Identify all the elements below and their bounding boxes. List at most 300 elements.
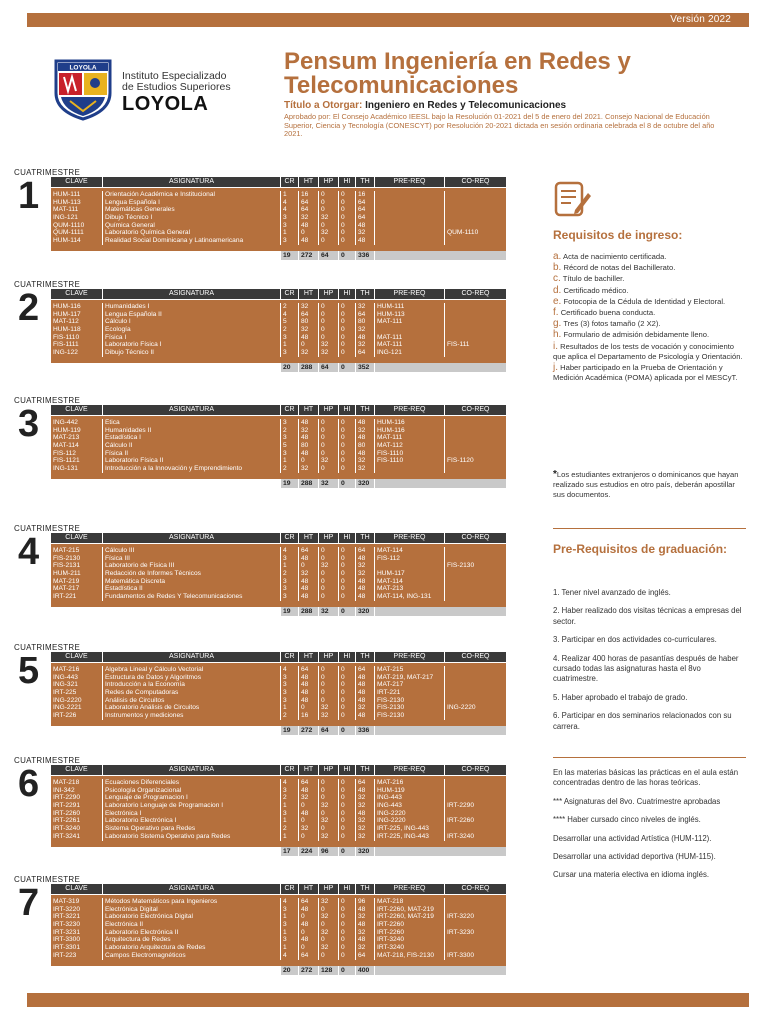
table-row: [51, 206, 506, 214]
course-table: [51, 765, 506, 856]
note-item: En las materias básicas las prácticas en el aula están concentradas dentro de las horas teóricas.: [553, 768, 739, 788]
total-cell: 19: [281, 479, 299, 488]
table-cell: ING-2221: [51, 704, 103, 712]
table-cell: Electrónica Digital: [103, 906, 281, 914]
table-cell: 32: [299, 214, 319, 222]
table-cell: [445, 427, 506, 435]
requirement-letter: f.: [553, 307, 559, 319]
table-cell: 0: [339, 794, 356, 802]
table-cell: Instrumentos y mediciones: [103, 712, 281, 720]
totals-row: [281, 607, 506, 616]
table-cell: 32: [299, 794, 319, 802]
course-table: [51, 652, 506, 735]
table-row: [51, 562, 506, 570]
table-cell: 32: [299, 326, 319, 334]
table-body: [51, 415, 506, 479]
table-cell: MAT-111: [375, 318, 445, 326]
table-cell: 32: [356, 704, 375, 712]
table-cell: IRT-225: [51, 689, 103, 697]
table-cell: 0: [319, 237, 339, 245]
note-item: Desarrollar una actividad deportiva (HUM-115).: [553, 852, 716, 862]
table-cell: MAT-218, FIS-2130: [375, 952, 445, 960]
table-cell: Métodos Matemáticos para Ingenieros: [103, 898, 281, 906]
table-cell: Fundamentos de Redes Y Telecomunicaciones: [103, 593, 281, 601]
table-cell: ING-2220: [375, 810, 445, 818]
table-cell: MAT-218: [51, 779, 103, 787]
total-cell: 19: [281, 251, 299, 260]
table-cell: 0: [339, 450, 356, 458]
table-cell: ING-2220: [447, 704, 476, 712]
table-cell: [445, 674, 506, 682]
table-row: [51, 929, 506, 937]
table-row: [51, 450, 506, 458]
requirement-letter: b.: [553, 262, 562, 274]
column-header: TH: [356, 533, 375, 543]
table-row: [51, 465, 506, 473]
table-cell: 0: [339, 898, 356, 906]
table-cell: 32: [356, 229, 375, 237]
table-cell: IRT-2291: [51, 802, 103, 810]
requirement-item: [553, 297, 748, 307]
table-cell: 80: [356, 318, 375, 326]
table-cell: [445, 214, 506, 222]
requirement-item: [553, 252, 748, 262]
approval-text: Aprobado por: El Consejo Académico IEESL bajo la Resolución 01-2021 del 5 de enero del 2021. Consejo Nacional de Educación Superior, Ciencia y Tecnología (CONESCYT) por Resolución 20-2021 dictada en sesión ordinaria celebrada el 8 de octubre del año 2021.: [284, 112, 715, 139]
table-cell: FIS-1111: [51, 341, 103, 349]
table-row: [51, 547, 506, 555]
table-cell: 48: [356, 585, 375, 593]
table-cell: 48: [356, 334, 375, 342]
total-cell: 0: [339, 966, 356, 975]
table-cell: Estadística I: [103, 434, 281, 442]
table-cell: 3: [281, 434, 299, 442]
table-cell: Sistema Operativo para Redes: [103, 825, 281, 833]
column-header: CO-REQ: [461, 534, 490, 541]
table-header: [51, 765, 506, 775]
table-cell: 64: [356, 199, 375, 207]
table-row: [51, 952, 506, 960]
table-cell: 48: [299, 697, 319, 705]
table-cell: IRT-3301: [51, 944, 103, 952]
table-cell: 96: [356, 898, 375, 906]
table-cell: [445, 349, 506, 357]
table-cell: 0: [339, 427, 356, 435]
table-cell: Psicología Organizacional: [103, 787, 281, 795]
table-cell: MAT-111: [375, 434, 445, 442]
table-cell: IRT-3240: [51, 825, 103, 833]
column-header: HT: [299, 177, 319, 187]
totals-row: [281, 363, 506, 372]
table-cell: 0: [339, 787, 356, 795]
table-cell: 4: [281, 206, 299, 214]
column-header: CO-REQ: [461, 406, 490, 413]
table-cell: 32: [319, 712, 339, 720]
table-cell: 4: [281, 311, 299, 319]
table-row: [51, 349, 506, 357]
table-cell: 3: [281, 222, 299, 230]
table-cell: ING-443: [375, 802, 445, 810]
column-header: CLAVE: [51, 405, 103, 415]
table-row: [51, 833, 506, 841]
table-cell: 0: [319, 825, 339, 833]
column-header: CLAVE: [51, 289, 103, 299]
requirement-letter: j.: [553, 362, 558, 374]
requirement-text: Récord de notas del Bachillerato.: [563, 263, 676, 273]
table-row: [51, 555, 506, 563]
table-cell: [445, 450, 506, 458]
table-cell: 0: [319, 206, 339, 214]
requirement-item: [553, 308, 748, 318]
table-cell: [375, 191, 445, 199]
total-cell: 20: [281, 363, 299, 372]
table-cell: [445, 681, 506, 689]
table-row: [51, 906, 506, 914]
table-cell: 0: [339, 434, 356, 442]
table-cell: 48: [356, 906, 375, 914]
total-cell: 400: [356, 966, 375, 975]
column-header: PRE-REQ: [375, 177, 445, 187]
table-cell: 0: [339, 689, 356, 697]
semester-label: CUATRIMESTRE: [14, 168, 81, 177]
table-cell: Laboratorio Electrónica I: [103, 817, 281, 825]
table-cell: 3: [281, 555, 299, 563]
table-cell: 0: [319, 547, 339, 555]
column-header: CO-REQ: [461, 178, 490, 185]
table-cell: 64: [299, 666, 319, 674]
column-header: CO-REQ: [461, 653, 490, 660]
table-header: [51, 652, 506, 662]
graduation-title: Pre-Requisitos de graduación:: [553, 542, 728, 556]
table-cell: 2: [281, 712, 299, 720]
total-cell: 320: [356, 847, 375, 856]
table-cell: HUM-111: [51, 191, 103, 199]
table-cell: 1: [281, 341, 299, 349]
table-cell: 0: [299, 913, 319, 921]
table-cell: Laboratorio Química General: [103, 229, 281, 237]
column-header: HT: [299, 405, 319, 415]
table-cell: ING-321: [51, 681, 103, 689]
table-cell: HUM-113: [375, 311, 445, 319]
table-cell: [445, 318, 506, 326]
column-header: ASIGNATURA: [103, 533, 281, 543]
table-cell: [375, 562, 445, 570]
table-cell: IRT-2290: [447, 802, 475, 810]
table-cell: IRT-3300: [447, 951, 475, 959]
table-cell: [445, 578, 506, 586]
table-cell: 48: [356, 593, 375, 601]
table-cell: IRT-3230: [51, 921, 103, 929]
table-cell: [445, 199, 506, 207]
table-cell: [445, 787, 506, 795]
column-header: TH: [356, 652, 375, 662]
table-cell: 48: [356, 555, 375, 563]
note-item: **** Haber cursado cinco niveles de inglés.: [553, 815, 701, 825]
table-cell: 32: [356, 833, 375, 841]
table-body: [51, 187, 506, 251]
table-cell: 5: [281, 318, 299, 326]
table-cell: [445, 206, 506, 214]
table-header: [51, 884, 506, 894]
column-header: CR: [281, 289, 299, 299]
requirement-text: Título de bachiller.: [562, 274, 625, 284]
table-cell: 0: [339, 229, 356, 237]
semester-label: CUATRIMESTRE: [14, 396, 81, 405]
column-header: HP: [319, 765, 339, 775]
column-header: TH: [356, 289, 375, 299]
total-cell: 0: [339, 847, 356, 856]
table-cell: 0: [319, 419, 339, 427]
table-cell: Estructura de Datos y Algoritmos: [103, 674, 281, 682]
divider: [553, 757, 746, 758]
table-cell: 0: [339, 349, 356, 357]
table-cell: IRT-223: [51, 952, 103, 960]
table-cell: 3: [281, 906, 299, 914]
table-cell: 3: [281, 450, 299, 458]
table-cell: Introducción a la Economía: [103, 681, 281, 689]
table-cell: IRT-3240: [375, 944, 445, 952]
total-cell: 64: [319, 726, 339, 735]
table-cell: IRT-2260: [375, 929, 445, 937]
table-cell: [445, 593, 506, 601]
table-cell: 2: [281, 303, 299, 311]
table-row: [51, 810, 506, 818]
table-cell: 0: [319, 906, 339, 914]
table-cell: Orientación Académica e Institucional: [103, 191, 281, 199]
requirement-item: [553, 286, 748, 296]
table-cell: [375, 229, 445, 237]
table-cell: [375, 326, 445, 334]
column-header: TH: [356, 405, 375, 415]
table-cell: 0: [319, 952, 339, 960]
institute-line-3: LOYOLA: [122, 93, 209, 115]
table-row: [51, 229, 506, 237]
table-cell: 48: [356, 787, 375, 795]
totals-row: [281, 966, 506, 975]
table-cell: FIS-2131: [51, 562, 103, 570]
column-header: HT: [299, 533, 319, 543]
table-cell: 32: [319, 562, 339, 570]
table-cell: 0: [339, 237, 356, 245]
total-cell: 64: [319, 251, 339, 260]
table-cell: HUM-116: [375, 419, 445, 427]
table-cell: 48: [299, 810, 319, 818]
table-cell: 48: [299, 585, 319, 593]
table-cell: 0: [339, 222, 356, 230]
table-cell: 0: [319, 697, 339, 705]
table-cell: Laboratorio Sistema Operativo para Redes: [103, 833, 281, 841]
requirement-text: Fotocopia de la Cédula de Identidad y Electoral.: [563, 296, 726, 306]
table-cell: 3: [281, 585, 299, 593]
table-cell: [445, 465, 506, 473]
table-cell: 32: [356, 427, 375, 435]
note-item: *** Asignaturas del 8vo. Cuatrimestre aprobadas: [553, 796, 721, 806]
column-header: TH: [356, 884, 375, 894]
table-cell: 0: [339, 442, 356, 450]
table-cell: 0: [319, 303, 339, 311]
table-cell: 32: [356, 794, 375, 802]
table-cell: [375, 214, 445, 222]
semester-label: CUATRIMESTRE: [14, 524, 81, 533]
graduation-item: 4. Realizar 400 horas de pasantías después de haber cursado todas las asignaturas hasta el 8vo cuatrimestre.: [553, 653, 739, 684]
table-cell: ING-443: [375, 794, 445, 802]
table-header: [51, 533, 506, 543]
table-cell: MAT-114: [51, 442, 103, 450]
column-header: CO-REQ: [461, 885, 490, 892]
course-table: [51, 289, 506, 372]
table-cell: HUM-111: [375, 303, 445, 311]
table-cell: 0: [339, 555, 356, 563]
table-cell: IRT-2260: [51, 810, 103, 818]
table-cell: 0: [319, 810, 339, 818]
table-cell: [445, 570, 506, 578]
table-cell: 0: [299, 704, 319, 712]
table-cell: Matemáticas Generales: [103, 206, 281, 214]
table-cell: 4: [281, 547, 299, 555]
column-header: PRE-REQ: [375, 765, 445, 775]
table-cell: MAT-114: [375, 578, 445, 586]
table-cell: MAT-213: [51, 434, 103, 442]
table-cell: 48: [299, 237, 319, 245]
column-header: ASIGNATURA: [103, 177, 281, 187]
table-cell: 0: [319, 593, 339, 601]
table-cell: 0: [319, 191, 339, 199]
table-cell: 3: [281, 689, 299, 697]
table-cell: 1: [281, 833, 299, 841]
table-cell: 48: [356, 222, 375, 230]
table-cell: MAT-111: [51, 206, 103, 214]
column-header: CR: [281, 405, 299, 415]
table-cell: HUM-118: [51, 326, 103, 334]
table-cell: 0: [339, 674, 356, 682]
version-label: Versión 2022: [670, 14, 731, 25]
table-cell: 2: [281, 825, 299, 833]
table-row: [51, 427, 506, 435]
table-cell: 48: [356, 697, 375, 705]
column-header: CR: [281, 765, 299, 775]
table-cell: [445, 697, 506, 705]
table-cell: FIS-112: [375, 555, 445, 563]
table-cell: 64: [356, 206, 375, 214]
table-cell: HUM-116: [375, 427, 445, 435]
table-cell: [375, 465, 445, 473]
table-cell: Química General: [103, 222, 281, 230]
total-cell: 224: [299, 847, 319, 856]
table-cell: 64: [356, 779, 375, 787]
table-cell: 0: [339, 906, 356, 914]
table-cell: MAT-114: [375, 547, 445, 555]
table-cell: 32: [319, 802, 339, 810]
degree-label: Título a Otorgar:: [284, 100, 363, 111]
table-row: [51, 214, 506, 222]
table-cell: Ecología: [103, 326, 281, 334]
table-cell: 0: [319, 570, 339, 578]
table-body: [51, 775, 506, 847]
column-header: TH: [356, 765, 375, 775]
table-row: [51, 199, 506, 207]
requirement-letter: a.: [553, 251, 562, 262]
total-cell: 272: [299, 726, 319, 735]
table-cell: 0: [339, 913, 356, 921]
table-cell: [445, 825, 506, 833]
table-row: [51, 434, 506, 442]
table-cell: 16: [356, 191, 375, 199]
table-cell: Laboratorio Física II: [103, 457, 281, 465]
table-cell: 32: [356, 326, 375, 334]
table-cell: 0: [319, 578, 339, 586]
table-cell: QUM-1111: [51, 229, 103, 237]
table-cell: 0: [299, 562, 319, 570]
table-cell: 0: [299, 341, 319, 349]
requirements-list: [553, 252, 748, 384]
table-cell: 0: [339, 465, 356, 473]
table-cell: IRT-225, ING-443: [375, 833, 445, 841]
table-row: [51, 779, 506, 787]
table-cell: 48: [356, 936, 375, 944]
table-cell: 0: [339, 199, 356, 207]
table-row: [51, 419, 506, 427]
requirement-item: [553, 319, 748, 329]
column-header: HT: [299, 765, 319, 775]
table-row: [51, 457, 506, 465]
table-cell: 3: [281, 349, 299, 357]
institute-line-2: de Estudios Superiores: [122, 81, 231, 93]
table-cell: 48: [299, 921, 319, 929]
table-cell: 32: [356, 562, 375, 570]
course-table: [51, 177, 506, 260]
table-cell: FIS-112: [51, 450, 103, 458]
table-cell: 48: [356, 434, 375, 442]
table-cell: 0: [319, 689, 339, 697]
table-cell: QUM-1110: [51, 222, 103, 230]
total-cell: 128: [319, 966, 339, 975]
table-cell: [445, 237, 506, 245]
semester-number: 1: [18, 175, 40, 217]
totals-row: [281, 479, 506, 488]
table-cell: [375, 222, 445, 230]
table-cell: IRT-3220: [51, 906, 103, 914]
totals-row: [281, 726, 506, 735]
column-header: CLAVE: [51, 652, 103, 662]
note-item: Desarrollar una actividad Artística (HUM-112).: [553, 833, 712, 843]
totals-filler: [375, 607, 506, 616]
divider: [553, 528, 746, 529]
semester-number: 2: [18, 287, 40, 329]
table-row: [51, 944, 506, 952]
table-cell: 48: [356, 681, 375, 689]
requirement-item: [553, 263, 748, 273]
table-cell: 32: [319, 944, 339, 952]
table-cell: 0: [339, 419, 356, 427]
total-cell: 272: [299, 251, 319, 260]
table-cell: 0: [319, 311, 339, 319]
table-cell: 0: [319, 450, 339, 458]
table-cell: 0: [339, 206, 356, 214]
loyola-logo: [50, 55, 116, 121]
table-row: [51, 666, 506, 674]
table-cell: IRT-2260: [375, 921, 445, 929]
table-row: [51, 326, 506, 334]
totals-row: [281, 847, 506, 856]
table-cell: 80: [356, 442, 375, 450]
table-cell: Física III: [103, 555, 281, 563]
requirement-letter: g.: [553, 318, 562, 330]
requirement-letter: h.: [553, 329, 562, 341]
table-header: [51, 405, 506, 415]
table-cell: IRT-3231: [51, 929, 103, 937]
table-cell: 48: [299, 787, 319, 795]
table-cell: FIS-2130: [447, 562, 475, 570]
table-cell: 1: [281, 457, 299, 465]
